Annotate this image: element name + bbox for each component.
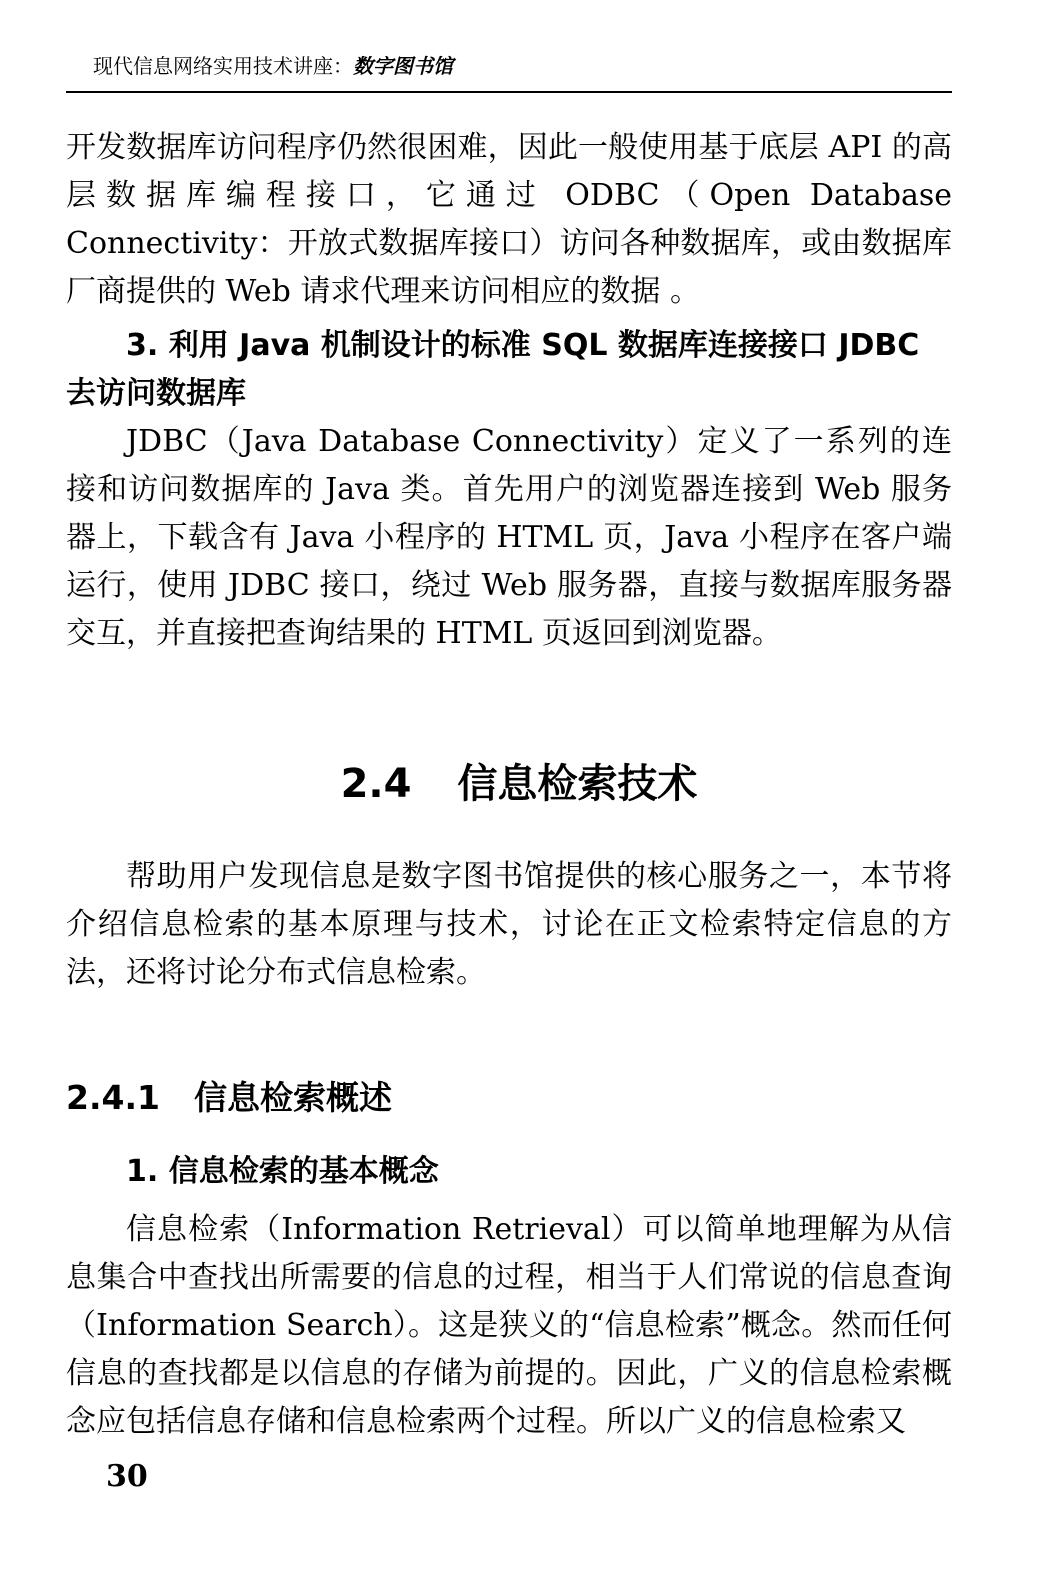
subsection-title: 信息检索概述 [193, 1078, 392, 1117]
paragraph-odbc: 开发数据库访问程序仍然很困难，因此一般使用基于底层 API 的高层数据库编程接口，它通过 ODBC（Open Database Connectivity：开放式数据库接口）访问各种数据库，或由数据库厂商提供的 Web 请求代理来访问相应的数据 。 [66, 130, 952, 309]
paragraph-jdbc: JDBC（Java Database Connectivity）定义了一系列的连接和访问数据库的 Java 类。首先用户的浏览器连接到 Web 服务器上，下载含有 Java 小程序的 HTML 页，Java 小程序在客户端运行，使用 JDBC 接口，绕过 Web 服务器，直接与数据库服务器交互，并直接把查询结果的 HTML 页返回到浏览器。 [66, 424, 952, 651]
page-number: 30 [106, 1459, 148, 1494]
paragraph-intro: 帮助用户发现信息是数字图书馆提供的核心服务之一，本节将介绍信息检索的基本原理与技术，讨论在正文检索特定信息的方法，还将讨论分布式信息检索。 [66, 859, 952, 990]
item-heading-concept: 1. 信息检索的基本概念 [126, 1154, 439, 1189]
paragraph-concept: 信息检索（Information Retrieval）可以简单地理解为从信息集合中查找出所需要的信息的过程，相当于人们常说的信息查询（Information Search）。这是狭义的“信息检索”概念。然而任何信息的查找都是以信息的存储为前提的。因此，广义的信息检索概念应包括信息存储和信息检索两个过程。所以广义的信息检索又 [66, 1212, 952, 1439]
section-title: 信息检索技术 [457, 761, 698, 807]
header-rule [66, 91, 952, 93]
section-number: 2.4 [340, 761, 412, 807]
item-heading-jdbc: 3. 利用 Java 机制设计的标准 SQL 数据库连接接口 JDBC 去访问数据库 [66, 328, 920, 411]
running-header [93, 50, 453, 79]
section-heading [0, 752, 1038, 809]
series-title: 现代信息网络实用技术讲座： [93, 54, 353, 78]
subsection-heading [66, 1072, 392, 1119]
subsection-number: 2.4.1 [66, 1078, 160, 1117]
book-title: 数字图书馆 [353, 54, 453, 78]
